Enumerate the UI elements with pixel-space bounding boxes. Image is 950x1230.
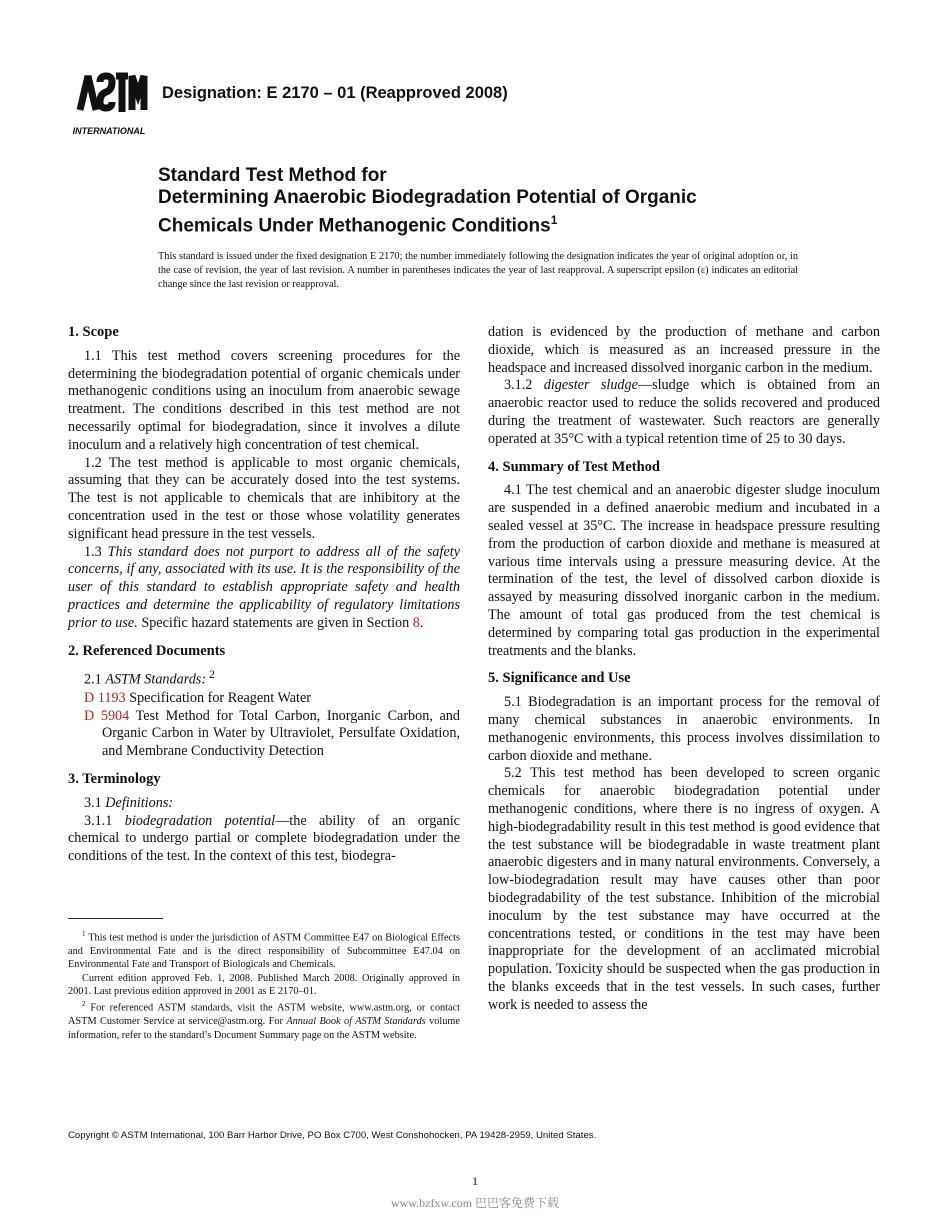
footnote-2-text: For referenced ASTM standards, visit the ASTM website, www.astm.org, or contact ASTM Customer Service at service@astm.org. For: [68, 1002, 460, 1028]
term-digester-sludge: digester sludge: [543, 377, 638, 394]
para-3-1-1-continued: dation is evidenced by the production of methane and carbon dioxide, which is measured as an increased pressure in the headspace and increased dissolved inorganic carbon in the medium.: [488, 324, 880, 376]
section-5-heading: 5. Significance and Use: [488, 670, 631, 687]
d1193-link[interactable]: D 1193: [84, 689, 126, 706]
footnote-1-text: This test method is under the jurisdiction of ASTM Committee E47 on Biological Effects and Environmental Fate and is the direct responsibility of Subcommittee E47.04 on Environmental Fate and Transport of Biologicals and Chemicals.: [68, 932, 460, 971]
para-3-1-2-text: —sludge which is obtained from an anaerobic reactor used to reduce the solids recovered and produced during the treatment of wastewater. Such reactors are generally operated at 35°C with a typical retention time of 25 to 30 days.: [488, 377, 881, 447]
copyright-line: Copyright © ASTM International, 100 Barr Harbor Drive, PO Box C700, West Conshohocken, PA 19428-2959, United States.: [68, 1130, 597, 1141]
para-2-1: [68, 666, 460, 690]
d1193-title: Specification for Reagent Water: [125, 689, 311, 706]
para-3-1-1-num: 3.1.1: [84, 812, 125, 829]
d5904-title: Test Method for Total Carbon, Inorganic Carbon, and Organic Carbon in Water by Ultraviolet, Persulfate Oxidation, and Membrane Conductivity Detection: [102, 707, 460, 760]
footnote-1: [68, 928, 460, 972]
title-footnote-ref[interactable]: 1: [550, 213, 558, 227]
reference-d5904: [68, 708, 460, 761]
footnote-1-marker: 1: [82, 930, 86, 938]
term-biodegradation-potential: biodegradation potential: [124, 812, 276, 829]
page-number: 1: [472, 1174, 478, 1188]
footnote-2-ref[interactable]: 2: [206, 667, 215, 682]
footnote-1-edition: Current edition approved Feb. 1, 2008. Published March 2008. Originally approved in 2001. Last previous edition approved in 2001 as E 2170–01.: [68, 972, 460, 998]
watermark: www.bzfxw.com 巴巴客免费下载: [390, 1196, 560, 1210]
para-5-1: 5.1 Biodegradation is an important process for the removal of many chemical substances in anaerobic environments. In methanogenic environments, this process involves dissimilation to carbon dioxide and methane.: [488, 694, 880, 764]
section-8-link[interactable]: 8: [412, 614, 420, 631]
left-column: [68, 324, 460, 866]
para-1-3-num: 1.3: [84, 543, 108, 560]
para-3-1-1-text: —the ability of an organic chemical to undergo partial or complete biodegradation under the conditions of the test. In the context of this test, biodegra-: [68, 812, 460, 865]
title-line-1: Standard Test Method for: [158, 165, 387, 186]
section-3-heading: 3. Terminology: [68, 771, 161, 788]
title-line-3: [158, 209, 878, 237]
footnote-2-text-end: volume information, refer to the standard’s Document Summary page on the ASTM website.: [68, 1016, 461, 1041]
para-1-3-end: .: [419, 614, 424, 631]
logo-text: INTERNATIONAL: [72, 126, 146, 136]
para-3-1-1: [68, 813, 460, 866]
footnotes: [68, 928, 460, 1042]
safety-statement: This standard does not purport to address all of the safety concerns, if any, associated with its use. It is the responsibility of the user of this standard to establish appropriate safety and health practices and determine the applicability of regulatory limitations prior to use.: [68, 543, 460, 631]
astm-logo-icon: [66, 68, 152, 140]
right-column: [488, 324, 880, 1014]
para-3-1-2: [488, 377, 880, 448]
para-1-3-rest: Specific hazard statements are given in Section: [137, 614, 413, 631]
section-2-heading: 2. Referenced Documents: [68, 642, 226, 659]
standard-notice: This standard is issued under the fixed designation E 2170; the number immediately following the designation indicates the year of original adoption or, in the case of revision, the year of last revision. A number in parentheses indicates the year of last reapproval. A superscript epsilon (ε) indicates an editorial change since the last revision or reapproval.: [158, 251, 798, 290]
para-1-2: 1.2 The test method is applicable to most organic chemicals, assuming that they can be accurately dosed into the test systems. The test is not applicable to chemicals that are inhibitory at the concentration used in the test or those whose volatility generates significant head pressure in the test vessels.: [68, 454, 460, 542]
d5904-link[interactable]: D 5904: [84, 707, 130, 724]
reference-d1193: [68, 690, 460, 708]
para-2-1-num: 2.1: [84, 672, 106, 689]
designation: Designation: E 2170 – 01 (Reapproved 2008): [162, 84, 508, 102]
definitions-label: Definitions:: [105, 794, 174, 811]
section-4-heading: 4. Summary of Test Method: [488, 458, 660, 475]
para-5-2: 5.2 This test method has been developed to screen organic chemicals for anaerobic biodegradation potential under methanogenic conditions, where there is no ingress of oxygen. A high-biodegradability result in this test method is good evidence that the test substance will be biodegradable in waste treatment plant anaerobic digesters and in many natural environments. Conversely, a low-biodegradation result may have causes other than poor biodegradability of the test substance. Inhibition of the microbial inoculum by the test substance may have occurred at the concentrations tested, or conditions in the test may have been inappropriate for the development of an acclimated microbial population. Toxicity should be suspected when the gas production in the blanks exceeds that in the test vessels. In such cases, further work is needed to assess the: [488, 765, 880, 1013]
para-3-1-2-num: 3.1.2: [504, 377, 544, 394]
title-line-3-text: Chemicals Under Methanogenic Conditions: [158, 215, 551, 237]
para-3-1-num: 3.1: [84, 794, 106, 811]
footnote-divider: [68, 918, 163, 919]
para-3-1: [68, 795, 460, 813]
annual-book-title: Annual Book of ASTM Standards: [286, 1016, 426, 1028]
para-1-3: [68, 544, 460, 633]
section-1-heading: 1. Scope: [68, 324, 119, 340]
title-line-2: Determining Anaerobic Biodegradation Potential of Organic: [158, 187, 697, 208]
para-1-1: 1.1 This test method covers screening procedures for the determining the biodegradation potential of organic chemicals under methanogenic conditions using an inoculum from anaerobic sewage treatment. The conditions described in this test method are not necessarily optimal for biodegradation, since it involves a dilute inoculum and a relatively high concentration of test chemical.: [68, 347, 460, 453]
footnote-2-marker: 2: [82, 1000, 86, 1009]
footnote-2: [68, 998, 460, 1042]
para-4-1: 4.1 The test chemical and an anaerobic digester sludge inoculum are suspended in a defined anaerobic medium and incubated in a sealed vessel at 35°C. The increase in headspace pressure resulting from the production of carbon dioxide and methane is measured at various time intervals using a pressure measuring device. At the termination of the test, the level of dissolved carbon dioxide is assayed by measuring dissolved inorganic carbon in the medium. The amount of total gas produced from the test chemical is determined by comparing total gas production in the experimental treatments and the blanks.: [488, 482, 880, 659]
astm-standards-label: ASTM Standards:: [105, 672, 207, 689]
page-title: [158, 165, 878, 237]
